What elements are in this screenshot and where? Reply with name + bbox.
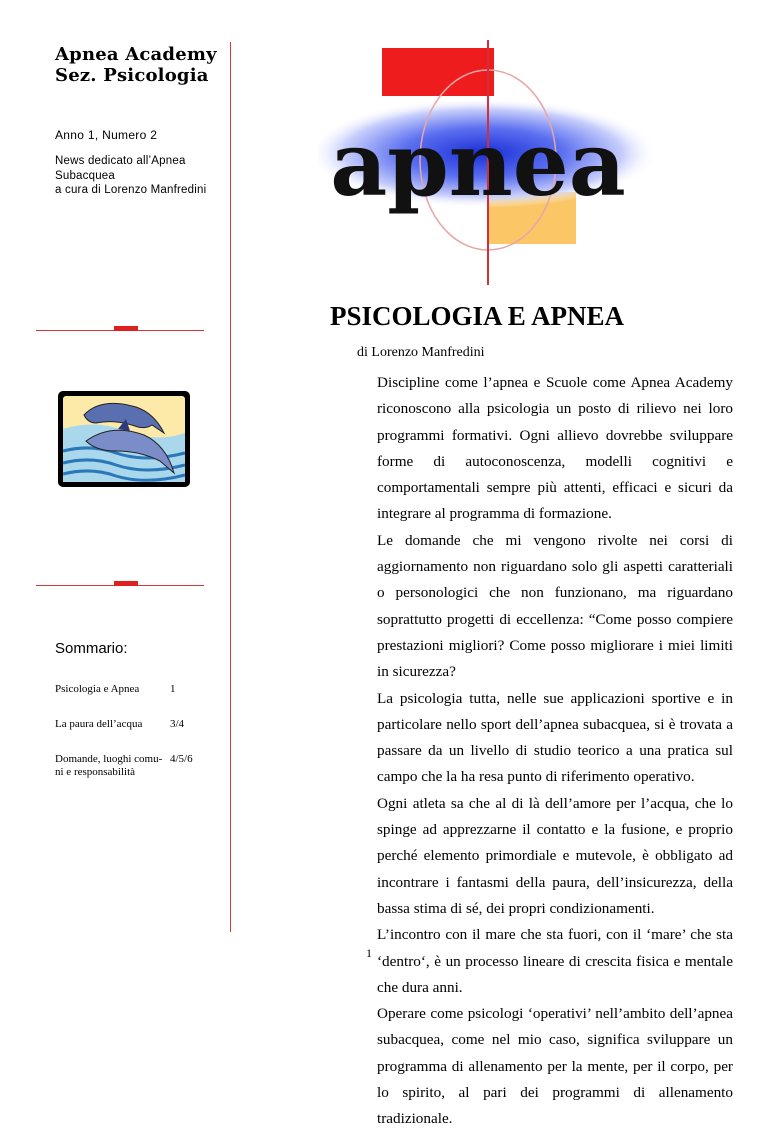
news-line1: News dedicato all’Apnea [55,155,186,167]
org-name [55,44,217,86]
news-line3: a cura di Lorenzo Manfredini [55,184,207,196]
article-paragraph: L’incontro con il mare che sta fuori, con il ‘mare’ che sta ‘dentro‘, è un processo lineare di crescita fisica e mentale che dura anni. [377,926,733,996]
toc-row [55,718,225,731]
article-body [377,370,733,1133]
news-line2: Subacquea [55,169,115,182]
toc-title: La paura dell’acqua [55,718,143,730]
apnea-logo [318,40,658,290]
toc-page: 1 [170,683,176,695]
page-number: 1 [366,946,372,960]
org-name-line1: Apnea Academy [55,44,217,65]
toc-title: Psicologia e Apnea [55,683,140,695]
dolphin-clipart [56,389,192,489]
column-divider [230,42,231,932]
org-name-line2: Sez. Psicologia [55,65,209,86]
sommario-heading: Sommario: [55,640,128,657]
logo-word: apnea [330,112,626,216]
article-paragraph: Ogni atleta sa che al di là dell’amore per l’acqua, che lo spinge ad apprezzarne il contatto e la fusione, e proprio perché elemento primordiale e mutevole, è obbligato ad incontrare i fantasmi della paura, dell’insicurezza, della bassa stima di sé, dei propri condizionamenti. [377,794,733,917]
article-paragraph: Le domande che mi vengono rivolte nei corsi di aggiornamento non riguardano solo gli aspetti caratteriali o personologici che non funzionano, ma riguardano soprattutto progetti di eccellenza: “Come posso compiere prestazioni migliori? Come posso migliorare i miei limiti in sicurezza? [377,531,733,681]
toc-page: 4/5/6 [170,753,193,765]
sidebar-rule-bottom-marker [114,581,138,586]
article-paragraph: Operare come psicologi ‘operativi’ nell’ambito dell’apnea subacquea, come nel mio caso, significa sviluppare un programma di allenamento per la mente, per il corpo, per lo spirito, al pari dei programmi di allenamento tradizionale. [377,1005,733,1128]
article-paragraph: Discipline come l’apnea e Scuole come Apnea Academy riconoscono alla psicologia un posto di rilievo nei loro programmi formativi. Ogni allievo dovrebbe sviluppare forme di autoconoscenza, modelli cognitivi e comportamentali sempre più attenti, efficaci e sicuri da integrare al programma di formazione. [377,374,733,523]
toc-row [55,683,225,696]
article-title: PSICOLOGIA E APNEA [330,301,625,331]
article-paragraph: La psicologia tutta, nelle sue applicazioni sportive e in particolare nello sport dell’apnea subacquea, si è trovata a passare da un livello di studio teorico a una pratica sul campo che la ha resa punto di riferimento operativo. [377,689,733,786]
issue-label: Anno 1, Numero 2 [55,128,158,142]
newsletter-description [55,154,215,198]
toc-title: Domande, luoghi comu-ni e responsabilità [55,753,163,778]
sidebar-rule-top-marker [114,326,138,331]
toc-row [55,753,225,779]
logo-red-block [382,48,494,96]
toc-page: 3/4 [170,718,185,730]
table-of-contents [55,683,225,801]
article-byline: di Lorenzo Manfredini [357,345,485,360]
